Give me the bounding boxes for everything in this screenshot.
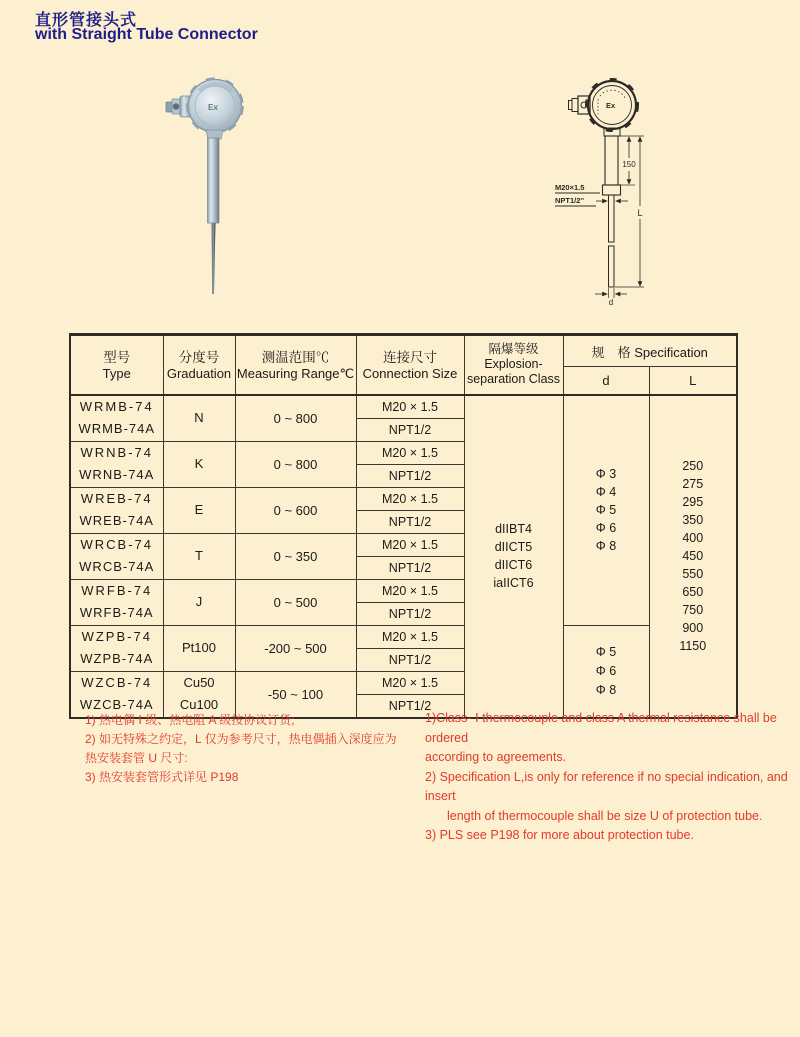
page-title-zh: 直形管接头式 bbox=[35, 12, 138, 29]
col-header-connection: 连接尺寸 Connection Size bbox=[356, 335, 464, 395]
thermocouple-photo bbox=[152, 75, 282, 310]
footnotes-chinese bbox=[85, 711, 420, 787]
diagram-dim-150: 150 bbox=[622, 160, 636, 169]
photo-ex-mark-label: Ex bbox=[208, 103, 218, 112]
diameter-upper-cell: Φ 3 Φ 4 Φ 5 Φ 6 Φ 8 bbox=[563, 395, 649, 626]
diagram-probe-lower bbox=[609, 246, 615, 287]
col-header-graduation: 分度号 Graduation bbox=[163, 335, 235, 395]
diagram-dim-d: d bbox=[608, 298, 614, 307]
table-row: WRFB-74 WRFB-74A J 0 ~ 500 M20 × 1.5 bbox=[70, 579, 737, 602]
footnote-line: length of thermocouple shall be size U of protection tube. bbox=[447, 808, 763, 823]
table-row: NPT1/2 bbox=[70, 648, 737, 671]
explosion-class-cell: dIIBT4 dIICT5 dIICT6 iaIICT6 bbox=[464, 395, 563, 718]
col-header-d: d bbox=[563, 367, 649, 395]
photo-head bbox=[188, 79, 243, 134]
footnotes-english bbox=[425, 709, 793, 846]
table-row: WREB-74 WREB-74A E 0 ~ 600 M20 × 1.5 bbox=[70, 487, 737, 510]
diagram-tube bbox=[605, 136, 618, 185]
footnote-line: 3) PLS see P198 for more about protection tube. bbox=[425, 828, 694, 842]
table-row: NPT1/2 bbox=[70, 694, 737, 718]
diagram-thread-bottom-label: NPT1/2'' bbox=[555, 196, 584, 205]
diagram-probe-upper bbox=[609, 195, 615, 242]
diagram-dim-L: L bbox=[637, 208, 643, 218]
table-row: WRNB-74 WRNB-74A K 0 ~ 800 M20 × 1.5 bbox=[70, 441, 737, 464]
diameter-lower-cell: Φ 5 Φ 6 Φ 8 bbox=[563, 625, 649, 718]
footnote-line: 1)Class- Ⅰ thermocouple and class A thermal resistance shall be ordered bbox=[425, 711, 777, 745]
footnote-line: according to agreements. bbox=[425, 750, 567, 764]
col-header-type: 型号 Type bbox=[70, 335, 163, 395]
col-header-explosion: 隔爆等级 Explosion- separation Class bbox=[464, 335, 563, 395]
table-row: NPT1/2 bbox=[70, 464, 737, 487]
footnote-line: 2) 如无特殊之约定，L 仅为参考尺寸，热电偶插入深度应为 bbox=[85, 732, 397, 746]
footnote-line: 3) 热安装套管形式详见 P198 bbox=[85, 770, 239, 784]
photo-probe bbox=[212, 223, 216, 294]
table-row: WRCB-74 WRCB-74A T 0 ~ 350 M20 × 1.5 bbox=[70, 533, 737, 556]
dimension-diagram bbox=[548, 72, 718, 312]
footnote-line: 2) Specification L,is only for reference if no special indication, and insert bbox=[425, 769, 788, 803]
table-row: NPT1/2 bbox=[70, 418, 737, 441]
col-header-range: 测温范围℃ Measuring Range℃ bbox=[235, 335, 356, 395]
page-title-en: with Straight Tube Connector bbox=[35, 26, 258, 43]
photo-neck bbox=[206, 130, 223, 139]
length-cell: 250 275 295 350 400 450 550 650 750 900 1150 bbox=[649, 395, 737, 718]
table-row: WZPB-74 WZPB-74A Pt100 -200 ~ 500 M20 × 1.5 Φ 5 Φ 6 Φ 8 bbox=[70, 625, 737, 648]
table-row: NPT1/2 bbox=[70, 556, 737, 579]
footnote-line: 1) 热电偶 Ⅰ 级、热电阻 A 级按协议订货; bbox=[85, 713, 295, 727]
col-header-L: L bbox=[649, 367, 737, 395]
diagram-ex-mark: Ex bbox=[606, 101, 616, 110]
table-row: NPT1/2 bbox=[70, 510, 737, 533]
table-row: NPT1/2 bbox=[70, 602, 737, 625]
footnote-line: 热安装套管 U 尺寸: bbox=[85, 751, 188, 765]
table-row: WZCB-74 WZCB-74A Cu50 Cu100 -50 ~ 100 M20 × 1.5 bbox=[70, 671, 737, 694]
photo-tube bbox=[208, 138, 220, 223]
specification-table bbox=[69, 333, 738, 719]
diagram-thread-top-label: M20×1.5 bbox=[555, 183, 585, 192]
table-row: WRMB-74 WRMB-74A N 0 ~ 800 M20 × 1.5 dIIBT4 dIICT5 dIICT6 iaIICT6 Φ 3 Φ 4 Φ 5 Φ 6 Φ 8 250 275 295 350 400 450 550 650 750 900 1150 bbox=[70, 395, 737, 419]
diagram-collar bbox=[603, 185, 621, 195]
col-header-specification: 规 格 Specification bbox=[563, 335, 737, 367]
